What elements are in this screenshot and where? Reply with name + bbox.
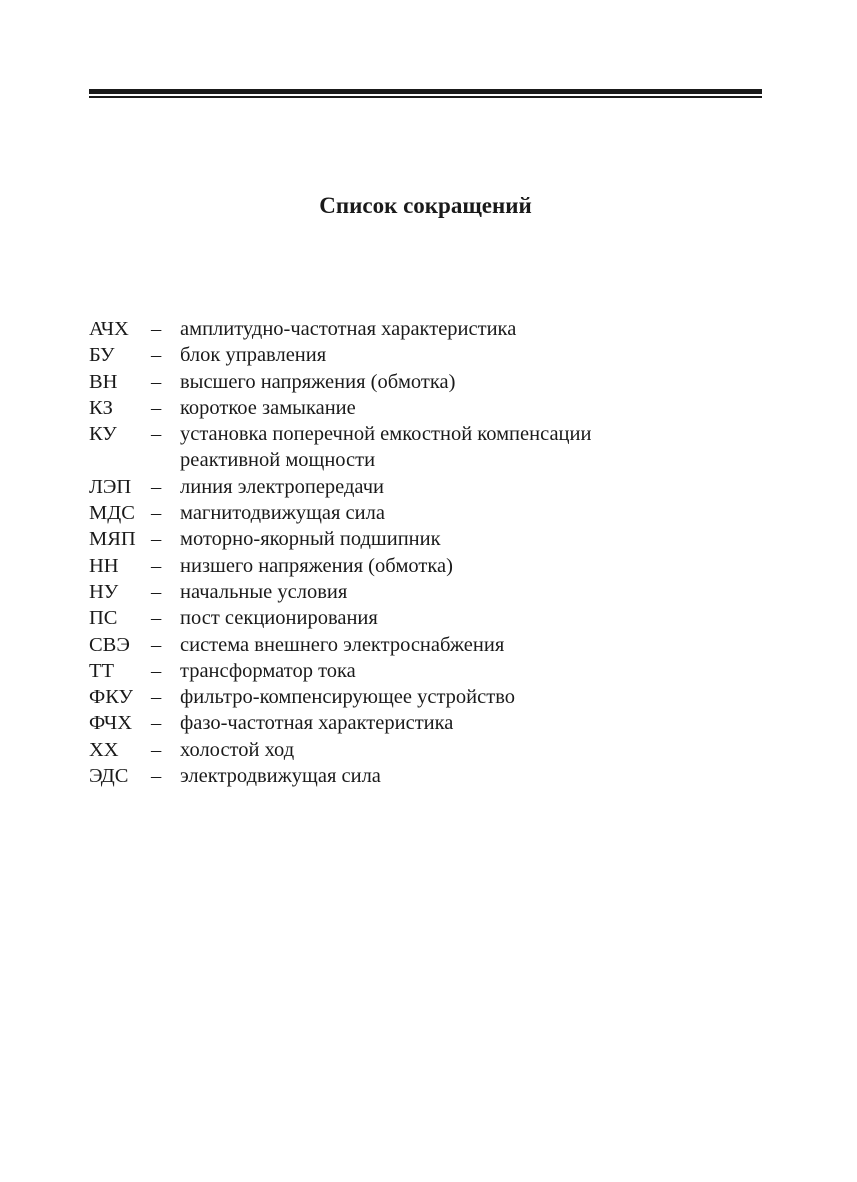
definition: электродвижущая сила xyxy=(180,765,381,788)
abbreviation: ПС xyxy=(89,607,118,630)
list-item xyxy=(89,658,789,684)
list-item xyxy=(89,526,789,552)
dash-separator: – xyxy=(151,423,162,446)
abbreviation: КУ xyxy=(89,423,117,446)
definition: установка поперечной емкостной компенсации реактивной мощности xyxy=(180,423,592,472)
definition: фазо-частотная характеристика xyxy=(180,712,454,735)
list-item xyxy=(89,553,789,579)
list-item xyxy=(89,710,789,736)
definition: моторно-якорный подшипник xyxy=(180,528,441,551)
list-item xyxy=(89,500,789,526)
dash-separator: – xyxy=(151,396,162,419)
dash-separator: – xyxy=(151,475,162,498)
dash-separator: – xyxy=(151,502,162,525)
abbreviation: АЧХ xyxy=(89,318,129,340)
list-item xyxy=(89,737,789,763)
list-item xyxy=(89,342,789,368)
definition: амплитудно-частотная характеристика xyxy=(180,318,517,340)
abbreviation: ТТ xyxy=(89,659,115,682)
abbreviation: НУ xyxy=(89,580,119,603)
abbreviation: ФЧХ xyxy=(89,712,133,735)
definition: начальные условия xyxy=(180,580,348,603)
dash-separator: – xyxy=(151,528,162,551)
dash-separator: – xyxy=(151,738,162,761)
abbreviation: МЯП xyxy=(89,528,136,551)
definition: высшего напряжения (обмотка) xyxy=(180,370,456,393)
list-item xyxy=(89,421,789,474)
dash-separator: – xyxy=(151,344,162,367)
list-item xyxy=(89,579,789,605)
dash-separator: – xyxy=(151,370,162,393)
list-item xyxy=(89,369,789,395)
abbreviation: МДС xyxy=(89,502,135,525)
dash-separator: – xyxy=(151,633,162,656)
definition: трансформатор тока xyxy=(180,659,356,682)
abbreviation: КЗ xyxy=(89,396,113,419)
dash-separator: – xyxy=(151,318,162,340)
definition: блок управления xyxy=(180,344,327,367)
definition: линия электропередачи xyxy=(180,475,384,498)
abbreviation: ФКУ xyxy=(89,686,133,709)
list-item xyxy=(89,395,789,421)
definition: магнитодвижущая сила xyxy=(180,502,385,525)
dash-separator: – xyxy=(151,686,162,709)
dash-separator: – xyxy=(151,554,162,577)
list-item xyxy=(89,763,789,789)
definition: пост секционирования xyxy=(180,607,378,630)
list-item xyxy=(89,316,789,342)
abbreviation: СВЭ xyxy=(89,633,130,656)
list-item xyxy=(89,605,789,631)
definition: фильтро-компенсирующее устройство xyxy=(180,686,515,709)
abbreviation: ХХ xyxy=(89,738,119,761)
header-rule-thick xyxy=(89,89,762,94)
page-title: Список сокращений xyxy=(319,193,532,218)
list-item xyxy=(89,632,789,658)
dash-separator: – xyxy=(151,765,162,788)
list-item xyxy=(89,474,789,500)
dash-separator: – xyxy=(151,580,162,603)
dash-separator: – xyxy=(151,607,162,630)
definition: низшего напряжения (обмотка) xyxy=(180,554,453,577)
abbreviation: БУ xyxy=(89,344,115,367)
abbreviation: НН xyxy=(89,554,119,577)
list-item xyxy=(89,684,789,710)
abbreviation-list xyxy=(89,316,789,789)
abbreviation: ЛЭП xyxy=(89,475,132,498)
definition: короткое замыкание xyxy=(180,396,356,419)
header-rule-thin xyxy=(89,96,762,98)
definition: система внешнего электроснабжения xyxy=(180,633,505,656)
dash-separator: – xyxy=(151,712,162,735)
dash-separator: – xyxy=(151,659,162,682)
abbreviation: ВН xyxy=(89,370,118,393)
definition: холостой ход xyxy=(180,738,295,761)
abbreviation: ЭДС xyxy=(89,765,129,788)
